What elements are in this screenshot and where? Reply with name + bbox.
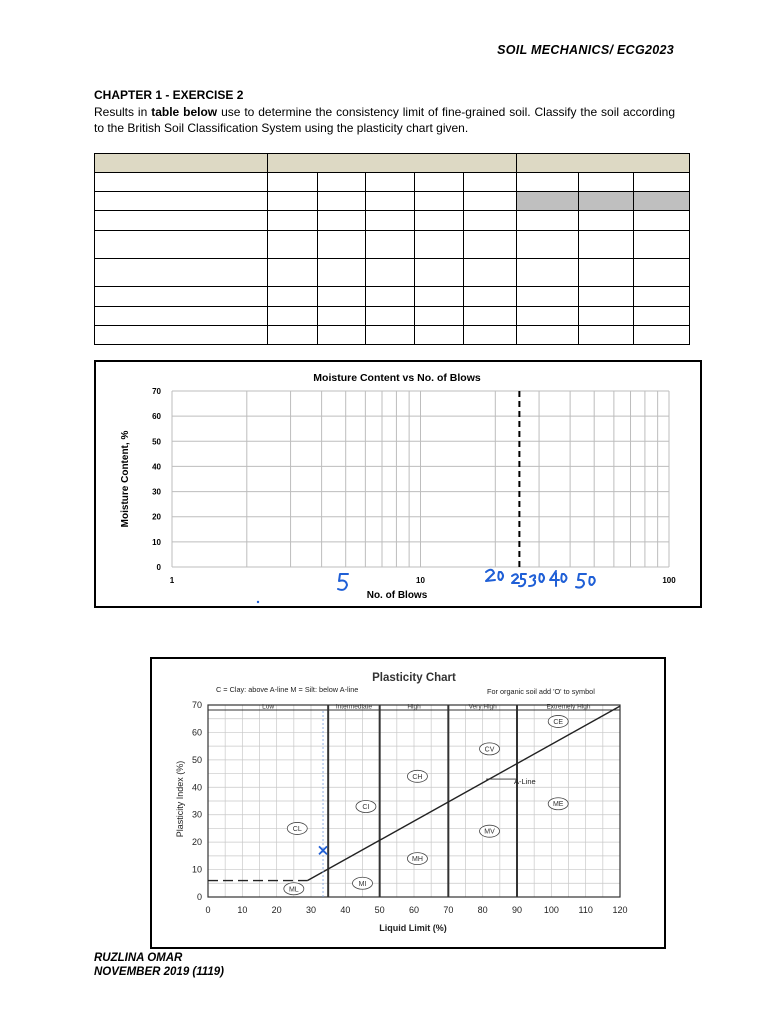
results-table [94,153,690,345]
chart-title: Plasticity Chart [372,672,456,684]
footer-author: RUZLINA OMAR [94,952,183,964]
x-tick-label: 80 [477,905,488,915]
zone-label: Low [262,703,275,711]
x-tick-label: 20 [271,905,282,915]
soil-symbol-label: CL [292,825,302,833]
table-header-cell [268,154,517,173]
soil-symbol-label: CI [362,803,370,811]
table-row [95,231,690,259]
y-tick-label: 70 [152,387,161,396]
x-tick-label: 0 [205,905,211,915]
table-header-cell [95,154,268,173]
y-axis-label: Plasticity Index (%) [175,760,185,838]
y-axis-label: Moisture Content, % [120,430,131,528]
chart-legend: C = Clay: above A-line M = Silt: below A-line [216,685,359,694]
table-header-row [95,154,690,173]
table-row [95,259,690,287]
soil-symbol-label: CE [553,718,564,726]
table-row [95,173,690,192]
exercise-title: CHAPTER 1 - EXERCISE 2 [94,88,244,102]
table-row [95,211,690,231]
y-tick-label: 60 [191,727,202,738]
x-tick-label: 10 [237,905,248,915]
x-tick-label: 90 [511,905,523,915]
y-tick-label: 30 [191,809,202,820]
soil-symbol-label: CH [412,773,423,781]
zone-label: High [407,703,421,711]
y-tick-label: 0 [156,563,161,572]
ink-dot [257,601,259,603]
x-tick-label: 70 [443,905,454,915]
x-tick-label: 1 [169,576,175,585]
x-tick-label: 10 [416,576,425,585]
a-line-label: A-Line [514,777,536,786]
y-tick-label: 10 [152,537,161,547]
soil-symbol-label: MI [358,880,367,888]
y-tick-label: 50 [152,437,161,447]
soil-symbol-label: CV [484,746,495,754]
y-tick-label: 20 [191,837,202,848]
plasticity-chart [150,657,666,949]
chart-title: Moisture Content vs No. of Blows [313,372,481,384]
y-tick-label: 70 [191,700,202,710]
chart-frame [95,361,701,607]
zone-label: Intermediate [335,703,372,711]
x-tick-label: 30 [305,905,317,915]
moisture-blows-chart [94,360,702,608]
y-tick-label: 40 [191,782,202,793]
x-tick-label: 100 [662,576,676,585]
footer-date: NOVEMBER 2019 (1119) [94,966,224,978]
zone-label: Very High [468,703,497,711]
table-row [95,307,690,326]
instructions-prefix: Results in [94,105,152,119]
table-row [95,326,690,345]
soil-symbol-label: ML [288,886,299,894]
table-row [95,192,690,211]
course-header: SOIL MECHANICS/ ECG2023 [497,43,674,57]
table-row [95,287,690,307]
x-tick-label: 40 [340,905,351,915]
zone-label: Extremely High [546,703,591,711]
x-tick-label: 50 [374,905,385,915]
x-tick-label: 120 [612,905,628,915]
y-tick-label: 30 [152,487,161,497]
instructions-bold: table below [151,105,218,119]
organic-note: For organic soil add 'O' to symbol [487,687,595,696]
instructions-rest: use to determine the consistency limit of fine-grained soil. Classify the soil according to the British Soil Classification System using the plasticity chart given. [94,105,675,135]
y-tick-label: 20 [152,512,161,522]
x-axis-label: Liquid Limit (%) [379,923,447,933]
y-tick-label: 40 [152,462,161,472]
table-header-cell [517,154,690,173]
exercise-instructions [94,104,675,136]
y-tick-label: 0 [196,892,202,902]
x-tick-label: 110 [578,905,593,915]
x-axis-label: No. of Blows [366,590,428,601]
soil-symbol-label: ME [552,801,564,809]
soil-symbol-label: MH [411,856,423,864]
y-tick-label: 10 [191,864,202,875]
y-tick-label: 50 [191,754,202,765]
x-tick-label: 60 [408,905,420,915]
x-tick-label: 100 [543,905,559,915]
y-tick-label: 60 [152,412,161,422]
soil-symbol-label: MV [484,828,495,836]
